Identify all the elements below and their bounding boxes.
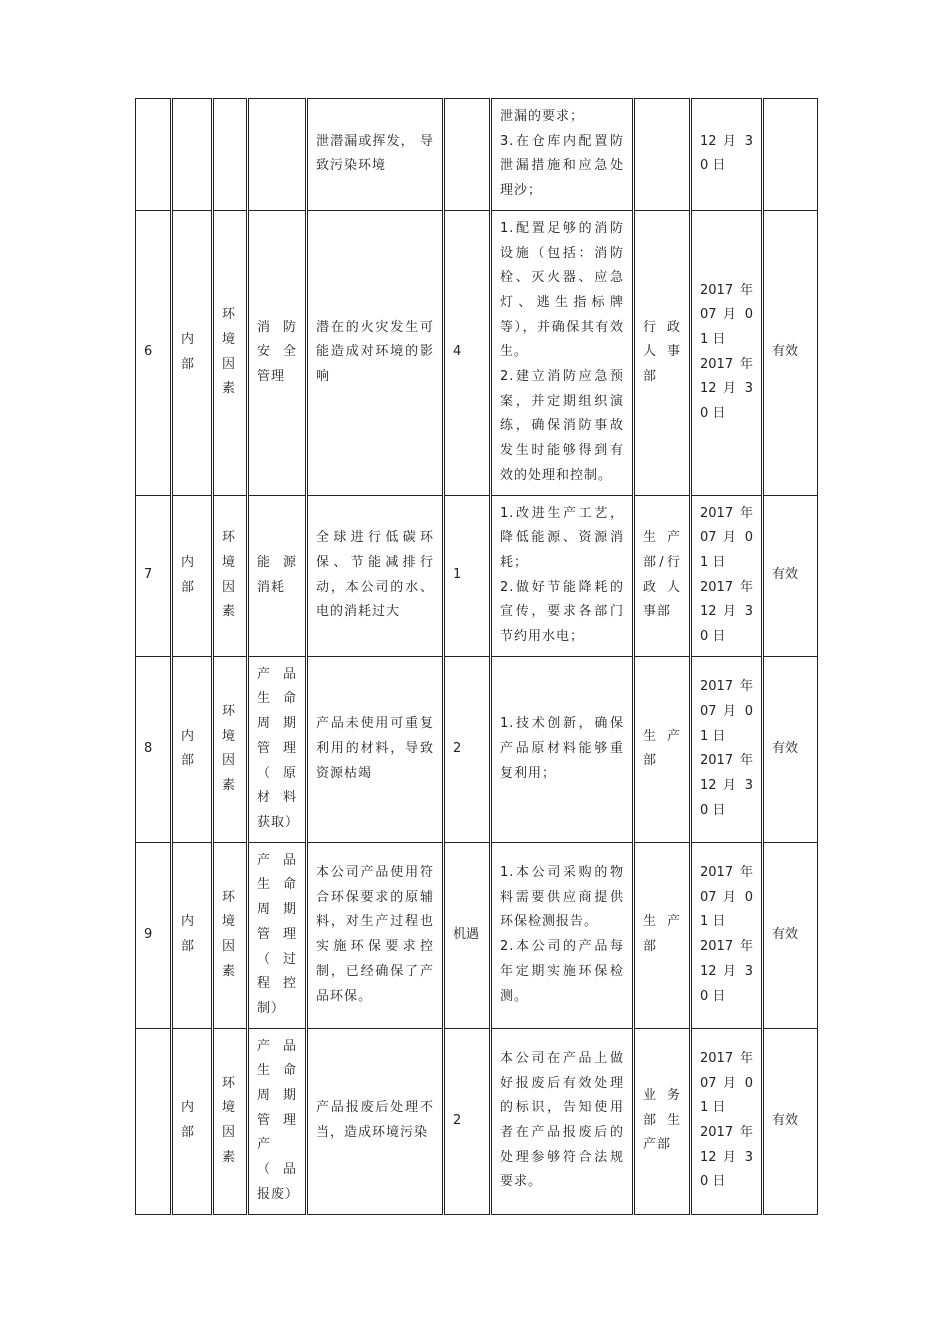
cause-cell: 产品报废后处理不当，造成环境污染 [307,1028,444,1214]
cause-cell: 产品未使用可重复利用的材料，导致资源枯竭 [307,656,444,842]
row-number [136,99,172,211]
table-row [136,656,818,842]
factor-cell: 消防安全管理 [248,210,307,495]
likelihood-cell: 2 [444,1028,491,1214]
table-row [136,99,818,211]
status-cell: 有效 [763,842,818,1028]
category-cell: 环境因素 [213,656,248,842]
factor-cell: 产品生命周期管理（过程控制） [248,842,307,1028]
row-number: 7 [136,495,172,656]
category-cell: 环境因素 [213,1028,248,1214]
row-number [136,1028,172,1214]
category-cell: 环境因素 [213,495,248,656]
table-row [136,842,818,1028]
category-cell: 环境因素 [213,842,248,1028]
factor-cell: 产品生命周期管理（原材料获取） [248,656,307,842]
date-cell: 12 月 30 日 [691,99,763,211]
table-row [136,210,818,495]
factor-cell [248,99,307,211]
environmental-risk-table [135,98,818,1215]
dept-cell: 生产部 [634,842,691,1028]
dept-cell [634,99,691,211]
measure-cell: 本公司在产品上做好报废后有效处理的标识，告知使用者在产品报废后的处理参够符合法规要求。 [491,1028,634,1214]
status-cell: 有效 [763,495,818,656]
likelihood-cell: 4 [444,210,491,495]
factor-cell: 产品生命周期管理产（品报废） [248,1028,307,1214]
row-number: 6 [136,210,172,495]
scope-cell: 内部 [172,656,213,842]
scope-cell: 内部 [172,495,213,656]
factor-cell: 能源消耗 [248,495,307,656]
date-cell: 2017 年 07 月 01 日 2017 年 12 月 30 日 [691,210,763,495]
measure-cell: 1.本公司采购的物料需要供应商提供环保检测报告。 2.本公司的产品每年定期实施环保检测。 [491,842,634,1028]
table-row [136,1028,818,1214]
cause-cell: 潜在的火灾发生可能造成对环境的影响 [307,210,444,495]
measure-cell: 1.技术创新，确保产品原材料能够重复利用； [491,656,634,842]
category-cell [213,99,248,211]
cause-cell: 全球进行低碳环保、节能减排行动，本公司的水、电的消耗过大 [307,495,444,656]
measure-cell: 1.配置足够的消防设施（包括：消防栓、灭火器、应急灯、逃生指标牌等），并确保其有效生。 2.建立消防应急预案，并定期组织演练，确保消防事故发生时能够得到有效的处理和控制。 [491,210,634,495]
status-cell: 有效 [763,210,818,495]
cause-cell: 本公司产品使用符合环保要求的原辅料，对生产过程也实施环保要求控制，已经确保了产品环保。 [307,842,444,1028]
row-number: 9 [136,842,172,1028]
likelihood-cell: 机遇 [444,842,491,1028]
cause-cell: 泄潜漏或挥发， 导致污染环境 [307,99,444,211]
dept-cell: 业务部生产部 [634,1028,691,1214]
dept-cell: 行政人事部 [634,210,691,495]
date-cell: 2017 年 07 月 01 日 2017 年 12 月 30 日 [691,1028,763,1214]
scope-cell: 内部 [172,1028,213,1214]
date-cell: 2017 年 07 月 01 日 2017 年 12 月 30 日 [691,495,763,656]
measure-cell: 泄漏的要求； 3.在仓库内配置防泄漏措施和应急处理沙； [491,99,634,211]
status-cell: 有效 [763,1028,818,1214]
category-cell: 环境因素 [213,210,248,495]
likelihood-cell: 1 [444,495,491,656]
dept-cell: 生产部 [634,656,691,842]
scope-cell [172,99,213,211]
scope-cell: 内部 [172,210,213,495]
status-cell: 有效 [763,656,818,842]
status-cell [763,99,818,211]
table-row [136,495,818,656]
row-number: 8 [136,656,172,842]
likelihood-cell [444,99,491,211]
dept-cell: 生产部/行政人事部 [634,495,691,656]
scope-cell: 内部 [172,842,213,1028]
date-cell: 2017 年 07 月 01 日 2017 年 12 月 30 日 [691,842,763,1028]
date-cell: 2017 年 07 月 01 日 2017 年 12 月 30 日 [691,656,763,842]
measure-cell: 1.改进生产工艺，降低能源、资源消耗； 2.做好节能降耗的宣传，要求各部门节约用水电； [491,495,634,656]
likelihood-cell: 2 [444,656,491,842]
